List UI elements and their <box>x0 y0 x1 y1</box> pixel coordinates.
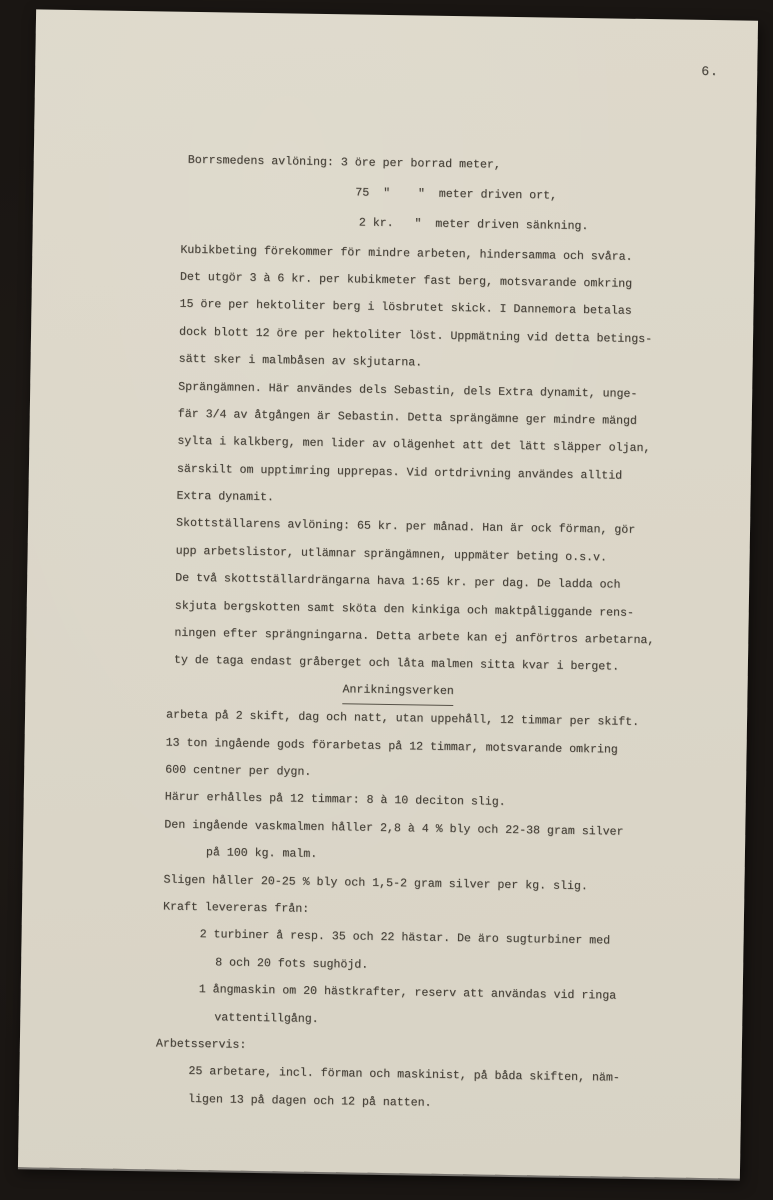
typewritten-line: ningen efter sprängningarna. Detta arbete kan ej anförtros arbetarna, <box>174 626 655 648</box>
typewritten-line: Kraft levereras från: <box>162 900 310 916</box>
page-number: 6. <box>701 63 719 80</box>
typewritten-line: 13 ton ingående gods förarbetas på 12 timmar, motsvarande omkring <box>165 736 618 757</box>
typewritten-line: Skottställarens avlöning: 65 kr. per månad. Han är ock förman, gör <box>175 517 636 538</box>
typewritten-line: ty de taga endast gråberget och låta malmen sitta kvar i berget. <box>173 654 620 675</box>
typewritten-line: vattentillgång. <box>214 1010 319 1026</box>
typewritten-line: ligen 13 på dagen och 12 på natten. <box>187 1092 432 1110</box>
typewritten-line: 8 och 20 fots sughöjd. <box>215 956 369 972</box>
typewritten-line: Sprängämnen. Här användes dels Sebastin, dels Extra dynamit, unge- <box>178 380 638 401</box>
typewritten-text-block <box>155 146 746 1122</box>
typewritten-line: särskilt om upptimring upprepas. Vid ortdrivning användes alltid <box>176 462 623 483</box>
typewritten-line: på 100 kg. malm. <box>205 846 318 862</box>
typewritten-line: 25 arbetare, incl. förman och maskinist, på båda skiften, näm- <box>188 1065 620 1085</box>
typewritten-line: Härur erhålles på 12 timmar: 8 à 10 deciton slig. <box>164 790 506 810</box>
typewritten-line: Sligen håller 20-25 % bly och 1,5-2 gram silver per kg. slig. <box>163 873 588 893</box>
typewritten-line: 15 öre per hektoliter berg i lösbrutet skick. I Dannemora betalas <box>179 298 632 319</box>
typewritten-line: Extra dynamit. <box>176 489 275 505</box>
typewritten-line: 600 centner per dygn. <box>165 763 312 779</box>
typewritten-line: 2 turbiner å resp. 35 och 22 hästar. De äro sugturbiner med <box>199 928 611 948</box>
typewritten-line: sylta i kalkberg, men lider av olägenhet att det lätt släpper oljan, <box>177 434 651 456</box>
typewritten-line: sätt sker i malmbåsen av skjutarna. <box>178 352 423 370</box>
typewritten-line: Kubikbeting förekommer för mindre arbeten, hindersamma och svåra. <box>180 243 633 264</box>
typewritten-line: Arbetsservis: <box>155 1037 247 1052</box>
typewritten-line: Den ingående vaskmalmen håller 2,8 à 4 % bly och 22-38 gram silver <box>164 818 624 839</box>
typewritten-line: skjuta bergskotten samt sköta den kinkiga och maktpåliggande rens- <box>174 599 635 620</box>
typewritten-line: upp arbetslistor, utlämnar sprängämnen, uppmäter beting o.s.v. <box>175 544 608 565</box>
section-heading: Anrikningsverken <box>342 677 454 706</box>
typewritten-line: Borrsmedens avlöning: 3 öre per borrad meter, <box>187 153 501 172</box>
typewritten-line: arbeta på 2 skift, dag och natt, utan uppehåll, 12 timmar per skift. <box>165 708 640 730</box>
typewritten-line: 2 kr. " meter driven sänkning. <box>358 216 589 234</box>
typewritten-line: 75 " " meter driven ort, <box>355 186 558 203</box>
typewritten-line: fär 3/4 av åtgången är Sebastin. Detta sprängämne ger mindre mängd <box>177 407 638 428</box>
typewritten-line: dock blott 12 öre per hektoliter löst. Uppmätning vid detta betings- <box>178 325 653 346</box>
paper-sheet <box>18 9 758 1178</box>
typewritten-line: Det utgör 3 à 6 kr. per kubikmeter fast berg, motsvarande omkring <box>179 270 633 291</box>
typewritten-line: De två skottställardrängarna hava 1:65 kr. per dag. De ladda och <box>175 571 621 592</box>
typewritten-line: 1 ångmaskin om 20 hästkrafter, reserv att användas vid ringa <box>198 983 617 1003</box>
